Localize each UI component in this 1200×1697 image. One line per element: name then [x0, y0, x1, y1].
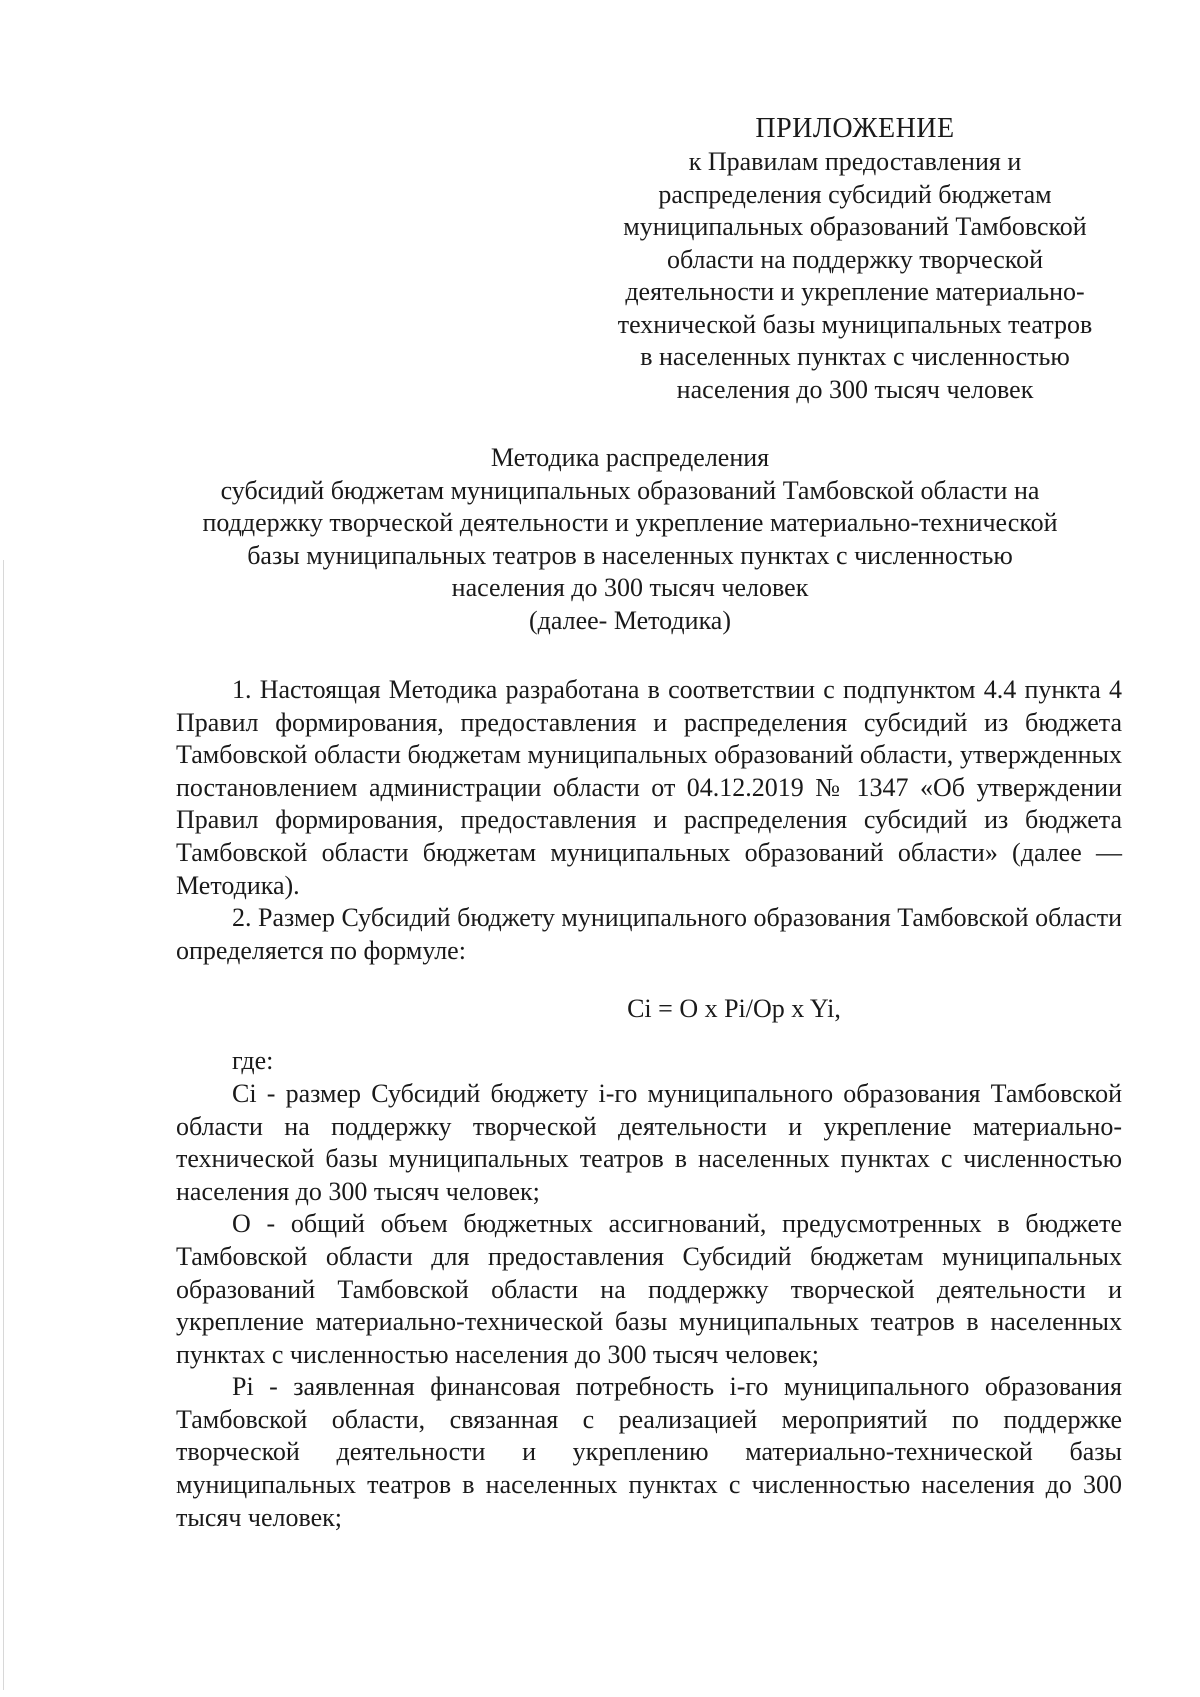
methodology-title-line: Методика распределения [490, 443, 770, 472]
methodology-title-line: базы муниципальных театров в населенных пунктах с численностью [247, 540, 1013, 570]
paragraph-2: 2. Размер Субсидий бюджету муниципального образования Тамбовской области определяется по формуле: [176, 903, 1122, 965]
methodology-title [150, 442, 1110, 637]
appendix-heading: ПРИЛОЖЕНИЕ [755, 113, 955, 144]
appendix-line: области на поддержку творческой [666, 244, 1044, 274]
appendix-line: к Правилам предоставления и [688, 147, 1022, 176]
appendix-line: в населенных пунктах с численностью [640, 342, 1070, 371]
appendix-line: технической базы муниципальных театров [617, 309, 1093, 339]
methodology-title-line: субсидий бюджетам муниципальных образований Тамбовской области на [220, 475, 1040, 505]
appendix-line: распределения субсидий бюджетам [658, 179, 1052, 209]
appendix-line: населения до 300 тысяч человек [676, 374, 1034, 404]
methodology-title-line: поддержку творческой деятельности и укрепление материально-технической [202, 508, 1058, 537]
methodology-title-line: (далее- Методика) [528, 605, 732, 635]
definition-o: О - общий объем бюджетных ассигнований, предусмотренных в бюджете Тамбовской области для предоставления Субсидий бюджетам муниципальных образований Тамбовской области на поддержку творческой деятельности и укрепление материально-технической базы муниципальных театров в населенных пунктах с численностью населения до 300 тысяч человек; [176, 1209, 1122, 1369]
appendix-line: деятельности и укрепление материально- [625, 277, 1085, 306]
appendix-block [590, 112, 1120, 406]
where-label: где: [232, 1046, 274, 1076]
scan-edge-line [3, 560, 4, 1690]
paragraph-1: 1. Настоящая Методика разработана в соответствии с подпунктом 4.4 пункта 4 Правил формирования, предоставления и распределения субсидий из бюджета Тамбовской области бюджетам муниципальных образований области, утвержденных постановлением администрации области от 04.12.2019 № 1347 «Об утверждении Правил формирования, предоставления и распределения субсидий из бюджета Тамбовской области бюджетам муниципальных образований области» (далее — Методика). [176, 675, 1122, 900]
definition-pi: Pi - заявленная финансовая потребность i-го муниципального образования Тамбовской области, связанная с реализацией мероприятий по поддержке творческой деятельности и укреплению материально-технической базы муниципальных театров в населенных пунктах с численностью населения до 300 тысяч человек; [176, 1372, 1122, 1532]
appendix-line: муниципальных образований Тамбовской [623, 212, 1087, 241]
methodology-title-line: населения до 300 тысяч человек [451, 573, 809, 602]
definition-ci: Ci - размер Субсидий бюджету i-го муниципального образования Тамбовской области на поддержку творческой деятельности и укрепление материально-технической базы муниципальных театров в населенных пунктах с численностью населения до 300 тысяч человек; [176, 1078, 1122, 1206]
formula: Ci = O x Pi/Op x Yi, [627, 994, 841, 1024]
body-text [176, 674, 1122, 1534]
